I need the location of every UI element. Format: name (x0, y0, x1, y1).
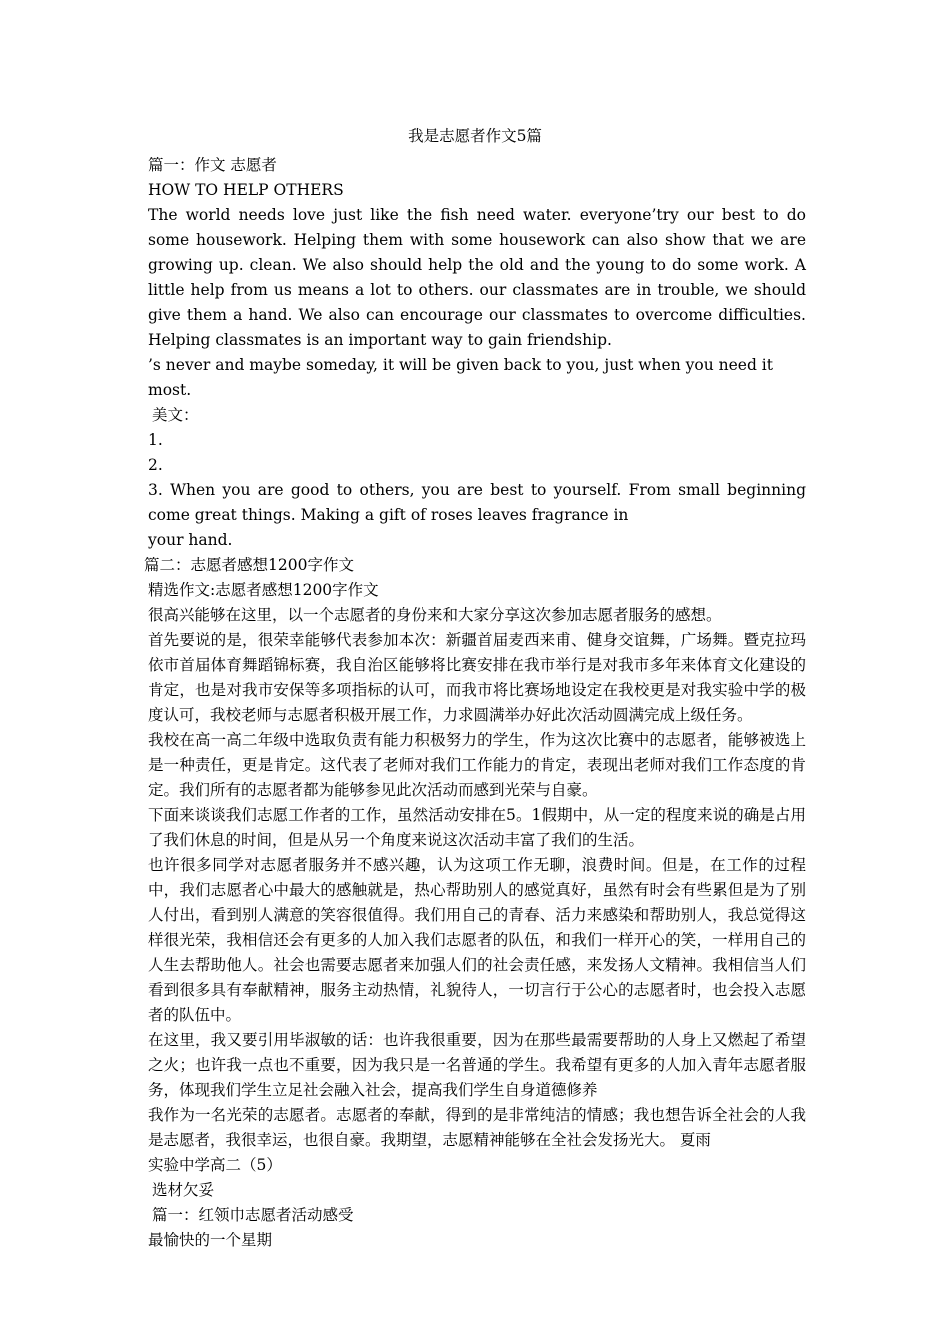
author-line: 实验中学高二（5） (148, 1156, 282, 1174)
paragraph: 也许很多同学对志愿者服务并不感兴趣，认为这项工作无聊，浪费时间。但是，在工作的过程中，我们志愿者心中最大的感触就是，热心帮助别人的感觉真好，虽然有时会有些累但是为了别人付出，看到别人满意的笑容很值得。我们用自己的青春、活力来感染和帮助别人，我总觉得这样很光荣，我相信还会有更多的人加入我们志愿者的队伍，和我们一样开心的笑，一样用自己的人生去帮助他人。社会也需要志愿者来加强人们的社会责任感，来发扬人文精神。我相信当人们看到很多具有奉献精神，服务主动热情，礼貌待人，一切言行于公心的志愿者时，也会投入志愿者的队伍中。 (148, 856, 806, 1024)
paragraph: ’s never and maybe someday, it will be given back to you, just when you need it most. (148, 356, 773, 399)
paragraph: 首先要说的是，很荣幸能够代表参加本次：新疆首届麦西来甫、健身交谊舞，广场舞。暨克拉玛依市首届体育舞蹈锦标赛，我自治区能够将比赛安排在我市举行是对我市多年来体育文化建设的肯定，也是对我市安保等多项指标的认可，而我市将比赛场地设定在我校更是对我实验中学的极度认可，我校老师与志愿者积极开展工作，力求圆满举办好此次活动圆满完成上级任务。 (148, 631, 806, 724)
document-body (144, 124, 806, 1253)
comment-line: 选材欠妥 (152, 1181, 215, 1199)
paragraph: 在这里，我又要引用毕淑敏的话：也许我很重要，因为在那些最需要帮助的人身上又燃起了希望之火；也许我一点也不重要，因为我只是一名普通的学生。我希望有更多的人加入青年志愿者服务，体现我们学生立足社会融入社会，提高我们学生自身道德修养 (148, 1031, 806, 1099)
paragraph: your hand. (148, 531, 233, 549)
list-item: 1. (148, 431, 163, 449)
paragraph: 我作为一名光荣的志愿者。志愿者的奉献，得到的是非常纯洁的情感；我也想告诉全社会的人我是志愿者，我很幸运，也很自豪。我期望，志愿精神能够在全社会发扬光大。 夏雨 (148, 1106, 806, 1149)
list-item: 3. When you are good to others, you are best to yourself. From small beginning come great things. Making a gift of roses leaves fragrance in (148, 481, 806, 524)
list-item: 2. (148, 456, 163, 474)
paragraph: 下面来谈谈我们志愿工作者的工作，虽然活动安排在5。1假期中，从一定的程度来说的确是占用了我们休息的时间，但是从另一个角度来说这次活动丰富了我们的生活。 (148, 806, 806, 849)
document-title: 我是志愿者作文5篇 (408, 127, 542, 145)
paragraph: 我校在高一高二年级中选取负责有能力积极努力的学生，作为这次比赛中的志愿者，能够被选上是一种责任，更是肯定。这代表了老师对我们工作能力的肯定，表现出老师对我们工作态度的肯定。我们所有的志愿者都为能够参见此次活动而感到光荣与自豪。 (148, 731, 806, 799)
subtitle: 精选作文:志愿者感想1200字作文 (148, 581, 379, 599)
section-heading-1: 篇一：作文 志愿者 (148, 156, 277, 174)
paragraph: The world needs love just like the fish need water. everyone’try our best to do some housework. Helping them with some housework can also show that we are growing up. clean. We also should help the old and the young to do some work. A little help from us means a lot to others. our classmates are in trouble, we should give them a hand. We also can encourage our classmates to overcome difficulties. Helping classmates is an important way to gain friendship. (148, 206, 806, 349)
essay-title-english: HOW TO HELP OTHERS (148, 181, 344, 199)
subtitle: 最愉快的一个星期 (148, 1231, 273, 1249)
paragraph: 很高兴能够在这里，以一个志愿者的身份来和大家分享这次参加志愿者服务的感想。 (148, 606, 722, 624)
section-heading-2: 篇二：志愿者感想1200字作文 (144, 556, 354, 574)
section-heading-3: 篇一：红领巾志愿者活动感受 (152, 1206, 354, 1224)
paragraph-label: 美文： (152, 406, 199, 424)
